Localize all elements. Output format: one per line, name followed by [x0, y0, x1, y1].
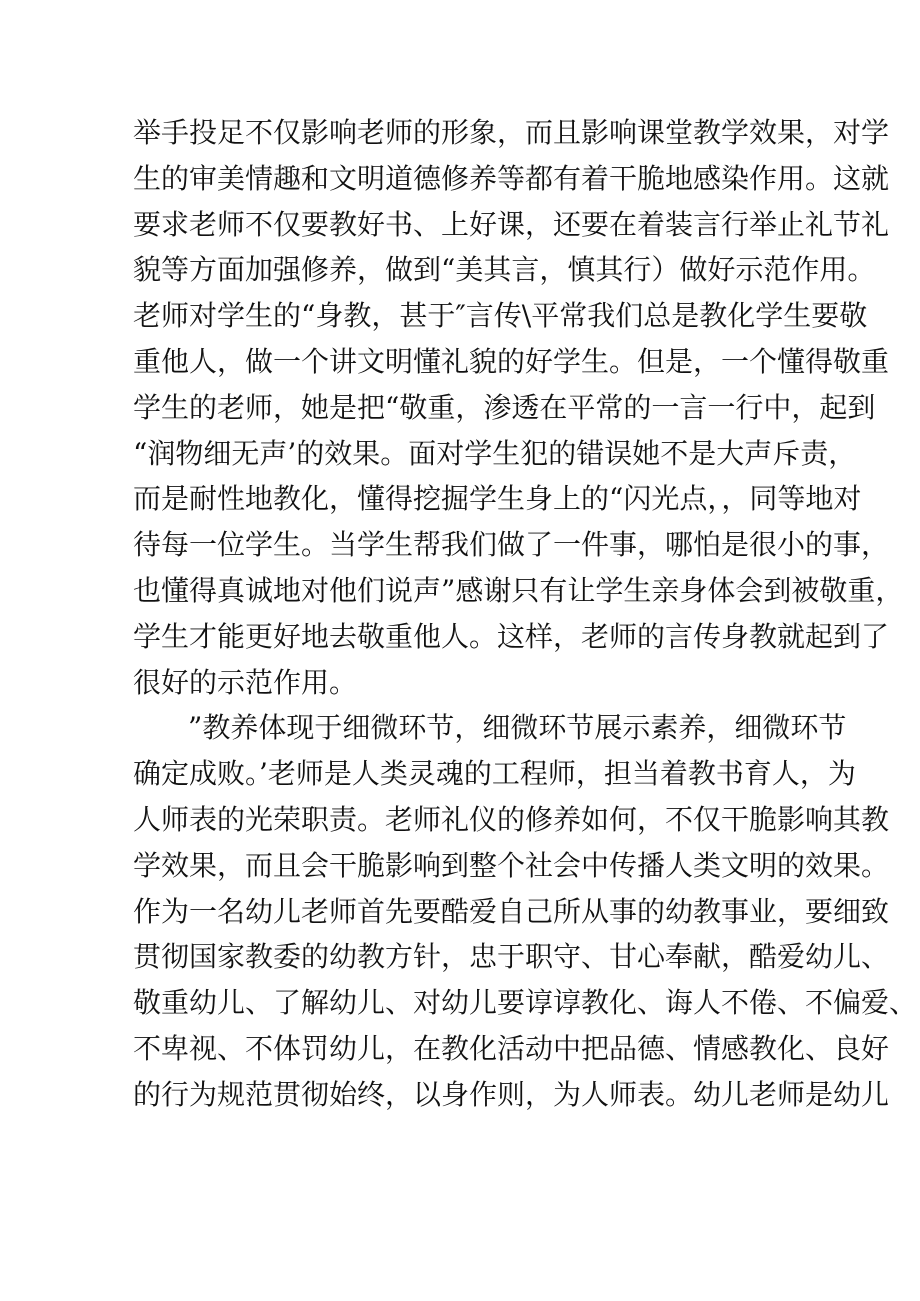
text-line: 要求老师不仅要教好书、上好课，还要在着装言行举止礼节礼	[133, 207, 890, 241]
text-line: 不卑视、不体罚幼儿，在教化活动中把品德、情感教化、良好	[133, 1031, 890, 1065]
text-line: 很好的示范作用。	[133, 665, 358, 699]
text-line: 学效果，而且会干脆影响到整个社会中传播人类文明的效果。	[133, 848, 890, 882]
text-line: 人师表的光荣职责。老师礼仪的修养如何，不仅干脆影响其教	[133, 802, 890, 836]
text-line: 学生的老师，她是把“敬重，渗透在平常的一言一行中，起到	[133, 390, 876, 424]
paragraph-2	[133, 705, 918, 1117]
body-text	[133, 110, 918, 1118]
text-line: 待每一位学生。当学生帮我们做了一件事，哪怕是很小的事，	[133, 528, 890, 562]
text-line: “润物细无声’的效果。面对学生犯的错误她不是大声斥责，	[133, 436, 857, 470]
text-line: 貌等方面加强修养，做到“美其言，慎其行）做好示范作用。	[133, 253, 876, 287]
text-line: 生的审美情趣和文明道德修养等都有着干脆地感染作用。这就	[133, 161, 890, 195]
text-line: 贯彻国家教委的幼教方针，忠于职守、甘心奉献，酷爱幼儿、	[133, 940, 890, 974]
text-line: 的行为规范贯彻始终，以身作则，为人师表。幼儿老师是幼儿	[133, 1077, 890, 1111]
text-line: 而是耐性地教化，懂得挖掘学生身上的“闪光点，，同等地对	[133, 482, 862, 516]
text-line: 举手投足不仅影响老师的形象，而且影响课堂教学效果，对学	[133, 116, 890, 149]
text-line: ”教养体现于细微环节，细微环节展示素养，细微环节	[188, 711, 847, 745]
text-line: 老师对学生的“身教，甚于″言传\平常我们总是教化学生要敬	[133, 299, 868, 333]
text-line: 敬重幼儿、了解幼儿、对幼儿要谆谆教化、诲人不倦、不偏爱、	[133, 986, 918, 1020]
text-line: 作为一名幼儿老师首先要酷爱自己所从事的幼教事业，要细致	[133, 894, 890, 928]
text-line: 也懂得真诚地对他们说声”感谢只有让学生亲身体会到被敬重，	[133, 573, 904, 607]
paragraph-1	[133, 110, 904, 705]
text-line: 确定成败。’老师是人类灵魂的工程师，担当着教书育人，为	[133, 757, 856, 791]
text-line: 重他人，做一个讲文明懂礼貌的好学生。但是，一个懂得敬重	[133, 344, 890, 378]
text-line: 学生才能更好地去敬重他人。这样，老师的言传身教就起到了	[133, 619, 890, 653]
